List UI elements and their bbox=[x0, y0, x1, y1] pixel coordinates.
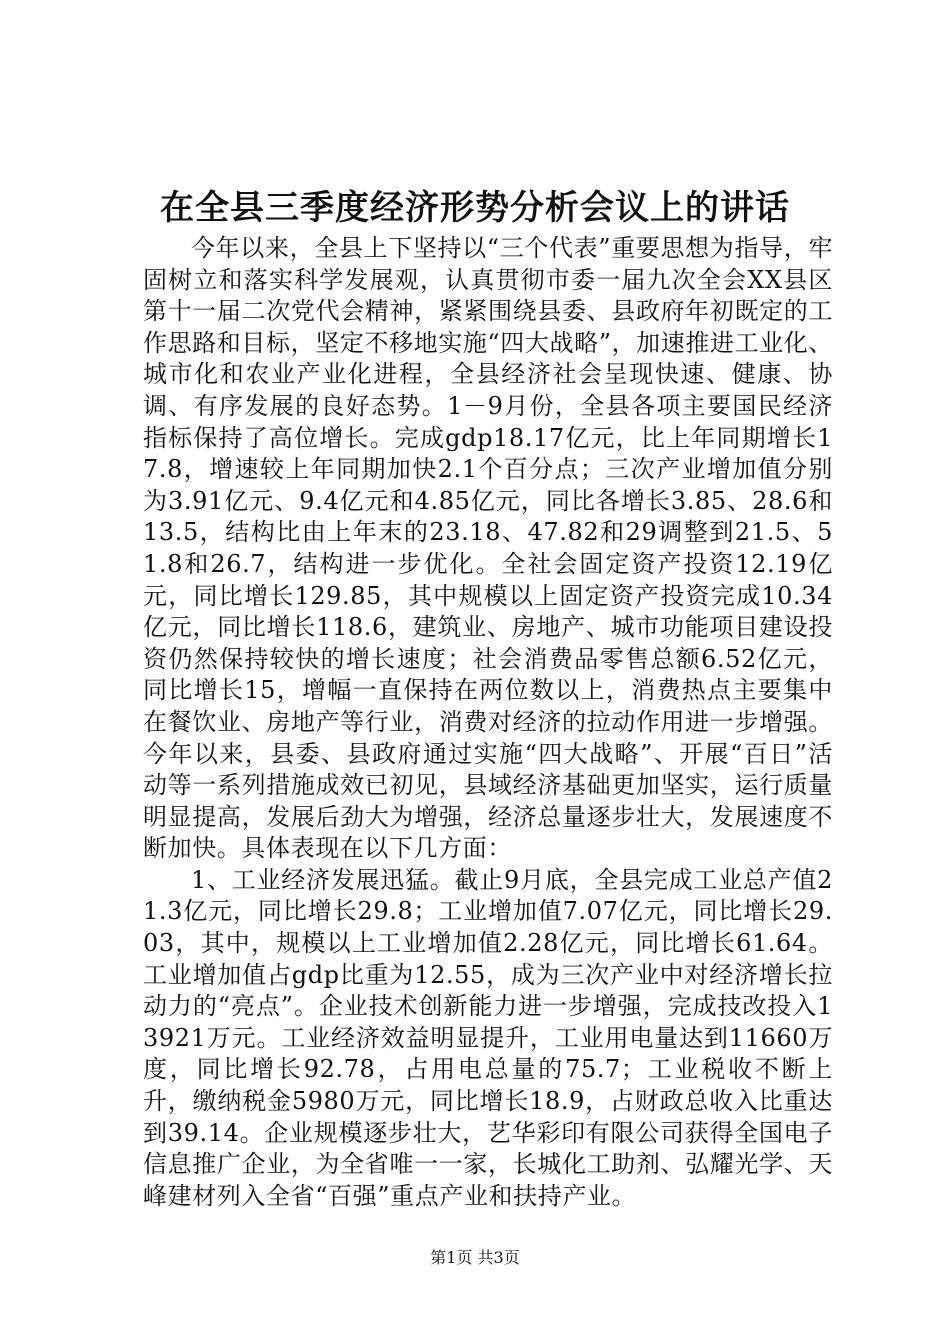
page-number-footer: 第1页 共3页 bbox=[430, 1248, 520, 1267]
paragraph-intro: 今年以来，全县上下坚持以“三个代表”重要思想为指导，牢固树立和落实科学发展观，认真贯彻市委一届九次全会XX县区第十一届二次党代会精神，紧紧围绕县委、县政府年初既定的工作思路和目标，坚定不移地实施“四大战略”，加速推进工业化、城市化和农业产业化进程，全县经济社会呈现快速、健康、协调、有序发展的良好态势。1－9月份，全县各项主要国民经济指标保持了高位增长。完成gdp18.17亿元，比上年同期增长17.8，增速较上年同期加快2.1个百分点；三次产业增加值分别为3.91亿元、9.4亿元和4.85亿元，同比各增长3.85、28.6和13.5，结构比由上年末的23.18、47.82和29调整到21.5、51.8和26.7，结构进一步优化。全社会固定资产投资12.19亿元，同比增长129.85，其中规模以上固定资产投资完成10.34亿元，同比增长118.6，建筑业、房地产、城市功能项目建设投资仍然保持较快的增长速度；社会消费品零售总额6.52亿元，同比增长15，增幅一直保持在两位数以上，消费热点主要集中在餐饮业、房地产等行业，消费对经济的拉动作用进一步增强。今年以来，县委、县政府通过实施“四大战略”、开展“百日”活动等一系列措施成效已初见，县域经济基础更加坚实，运行质量明显提高，发展后劲大为增强，经济总量逐步壮大，发展速度不断加快。具体表现在以下几方面： bbox=[143, 234, 833, 863]
document-title: 在全县三季度经济形势分析会议上的讲话 bbox=[160, 188, 790, 228]
paragraph-industry: 1、工业经济发展迅猛。截止9月底，全县完成工业总产值21.3亿元，同比增长29.8；工业增加值7.07亿元，同比增长29.03，其中，规模以上工业增加值2.28亿元，同比增长61.64。工业增加值占gdp比重为12.55，成为三次产业中对经济增长拉动力的“亮点”。企业技术创新能力进一步增强，完成技改投入13921万元。工业经济效益明显提升，工业用电量达到11660万度，同比增长92.78，占用电总量的75.7；工业税收不断上升，缴纳税金5980万元，同比增长18.9，占财政总收入比重达到39.14。企业规模逐步壮大，艺华彩印有限公司获得全国电子信息推广企业，为全省唯一一家，长城化工助剂、弘耀光学、天峰建材列入全省“百强”重点产业和扶持产业。 bbox=[143, 865, 833, 1210]
document-body bbox=[143, 233, 833, 1212]
